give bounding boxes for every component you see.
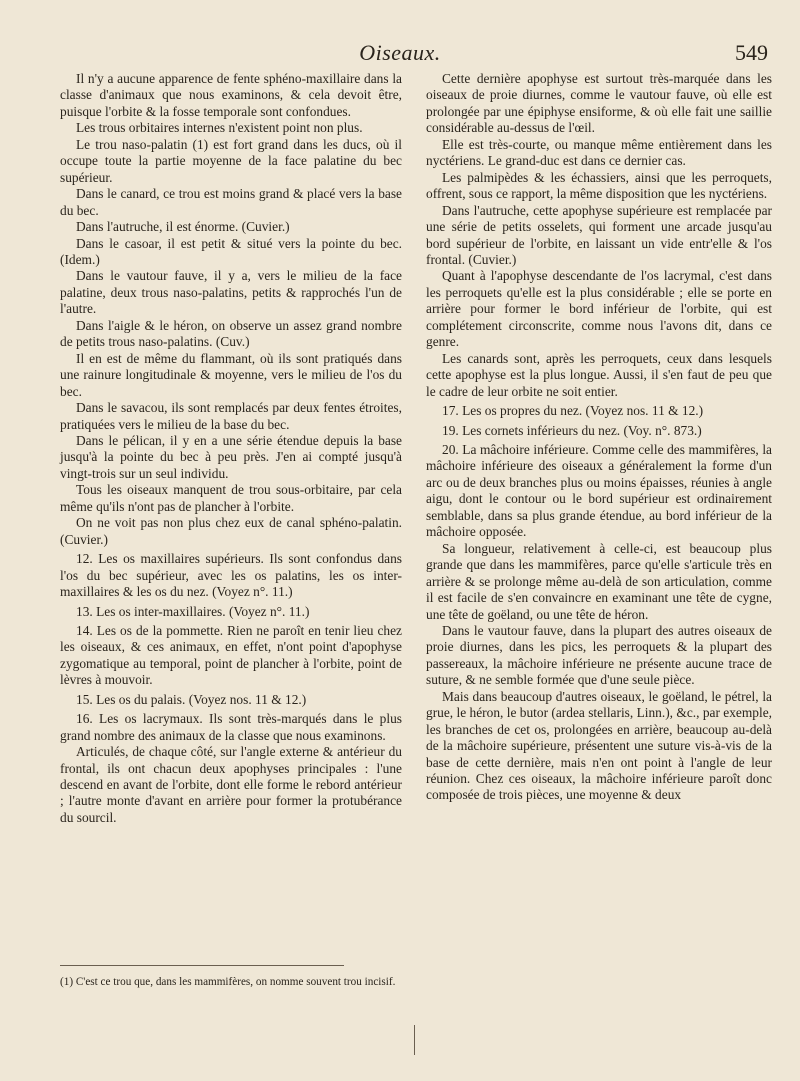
paragraph: Dans l'autruche, il est énorme. (Cuvier.) <box>76 219 290 235</box>
page-number: 549 <box>735 40 768 65</box>
section-20: 20. La mâchoire inférieure. Comme celle des mammifères, la mâchoire inférieure des oiseaux a généralement la forme d'un arc ou de deux branches plus ou moins épaisses, réunies à angle aigu, dont le contour ou le bord supérieur est ordinairement semblable, dans sa plus grande étendue, au bord inférieur de la mâchoire opposée. <box>426 441 772 540</box>
paragraph: Mais dans beaucoup d'autres oiseaux, le goëland, le pétrel, la grue, le héron, le butor (ardea stellaris, Linn.), &c., par exemple, les branches de cet os, prolongées en arrière, beaucoup au-delà de la mâchoire supérieure, présentent une suture vis-à-vis de la base de cette dernière, mais n'en ont point à l'angle de leur réunion. Chez ces oiseaux, la mâchoire inférieure paroît donc composée de trois pièces, une moyenne & deux <box>426 688 772 803</box>
paragraph: Dans le pélican, il y en a une série étendue depuis la base jusqu'à la pointe du bec à peu près. J'en ai compté jusqu'à vingt-trois sur un seul individu. <box>60 432 402 481</box>
section-19: 19. Les cornets inférieurs du nez. (Voy. n°. 873.) <box>442 422 702 438</box>
paragraph: Le trou naso-palatin (1) est fort grand dans les ducs, où il occupe toute la partie moyenne de la face palatine du bec supérieur. <box>60 136 402 185</box>
paragraph: Tous les oiseaux manquent de trou sous-orbitaire, par cela même qu'ils n'ont pas de plancher à l'orbite. <box>60 482 402 514</box>
paragraph: Quant à l'apophyse descendante de l'os lacrymal, c'est dans les perroquets qu'elle est la plus considérable ; elle se porte en arrière pour former le bord inférieur de l'orbite, qui est complétement circonscrite, comme nous l'avons dit, dans ce genre. <box>426 268 772 350</box>
paragraph: Dans le casoar, il est petit & situé vers la pointe du bec. (Idem.) <box>60 235 402 267</box>
section-15: 15. Les os du palais. (Voyez nos. 11 & 12.) <box>76 691 307 707</box>
paragraph: Il en est de même du flammant, où ils sont pratiqués dans une rainure longitudinale & moyenne, vers le milieu de l'os du bec. <box>60 350 402 399</box>
paragraph: Cette dernière apophyse est surtout très-marquée dans les oiseaux de proie diurnes, comme le vautour fauve, où elle est prolongée par une épiphyse ensiforme, & où elle fait une saillie considérable au-dessus de l'œil. <box>426 71 772 136</box>
paragraph: Les canards sont, après les perroquets, ceux dans lesquels cette apophyse est la plus longue. Aussi, il s'en faut de peu que le cadre de leur orbite ne soit entier. <box>426 350 772 399</box>
section-13: 13. Les os inter-maxillaires. (Voyez n°. 11.) <box>76 603 310 619</box>
running-title: Oiseaux. <box>359 40 441 65</box>
paragraph: Les palmipèdes & les échassiers, ainsi que les perroquets, offrent, sous ce rapport, la même disposition que les nyctériens. <box>426 169 772 202</box>
paragraph: Dans le savacou, ils sont remplacés par deux fentes étroites, pratiquées vers le milieu de la base du bec. <box>60 400 402 432</box>
paragraph: Dans le vautour fauve, il y a, vers le milieu de la face palatine, deux trous naso-palatins, petits & rapprochés l'un de l'autre. <box>60 268 402 317</box>
right-column <box>426 71 772 804</box>
paragraph: Dans l'autruche, cette apophyse supérieure est remplacée par une série de petits osselets, qui forment une arcade jusqu'au bord supérieur de l'orbite, en laissant un vide entr'elle & l'os frontal. (Cuvier.) <box>426 202 772 267</box>
section-14: 14. Les os de la pommette. Rien ne paroît en tenir lieu chez les oiseaux, & ces animaux, en effet, n'ont point d'apophyse zygomatique au temporal, point de plancher à l'orbite, point de lèvres à mouvoir. <box>60 622 402 688</box>
paragraph: Les trous orbitaires internes n'existent point non plus. <box>76 120 363 136</box>
running-head <box>0 36 800 76</box>
footnote: (1) C'est ce trou que, dans les mammifères, on nomme souvent trou incisif. <box>60 976 396 988</box>
paragraph: Elle est très-courte, ou manque même entièrement dans les nyctériens. Le grand-duc est dans ce dernier cas. <box>426 136 772 169</box>
section-12: 12. Les os maxillaires supérieurs. Ils sont confondus dans l'os du bec supérieur, avec les os palatins, les os inter-maxillaires & les os du nez. (Voyez n°. 11.) <box>60 551 402 600</box>
section-17: 17. Les os propres du nez. (Voyez nos. 11 & 12.) <box>442 403 704 419</box>
margin-bracket <box>414 1025 421 1055</box>
paragraph: Dans le canard, ce trou est moins grand & placé vers la base du bec. <box>60 186 402 218</box>
section-16: 16. Les os lacrymaux. Ils sont très-marqués dans le plus grand nombre des animaux de la classe que nous examinons. <box>60 711 402 743</box>
paragraph: Articulés, de chaque côté, sur l'angle externe & antérieur du frontal, ils ont chacun deux apophyses principales : l'une descend en avant de l'orbite, dont elle forme le rebord antérieur ; l'autre monte d'avant en arrière pour former la protubérance du sourcil. <box>60 744 402 825</box>
left-column <box>60 71 402 826</box>
paragraph: On ne voit pas non plus chez eux de canal sphéno-palatin. (Cuvier.) <box>60 515 402 547</box>
paragraph: Sa longueur, relativement à celle-ci, est beaucoup plus grande que dans les mammifères, parce qu'elle s'articule très en arrière & se prolonge même au-delà de son articulation, comme il est facile de s'en convaincre en examinant une tête de cygne, une tête de goëland, ou une tête de héron. <box>426 540 772 622</box>
paragraph: Il n'y a aucune apparence de fente sphéno-maxillaire dans la classe d'animaux que nous examinons, & cela devoit être, puisque l'orbite & la fosse temporale sont confondues. <box>60 71 402 119</box>
footnote-rule <box>60 965 344 966</box>
paragraph: Dans l'aigle & le héron, on observe un assez grand nombre de petits trous naso-palatins. (Cuv.) <box>60 317 402 350</box>
paragraph: Dans le vautour fauve, dans la plupart des autres oiseaux de proie diurnes, dans les pics, les perroquets & la plupart des passereaux, la mâchoire inférieure ne présente aucune trace de suture, & ne semble formée que d'une seule pièce. <box>426 622 772 688</box>
